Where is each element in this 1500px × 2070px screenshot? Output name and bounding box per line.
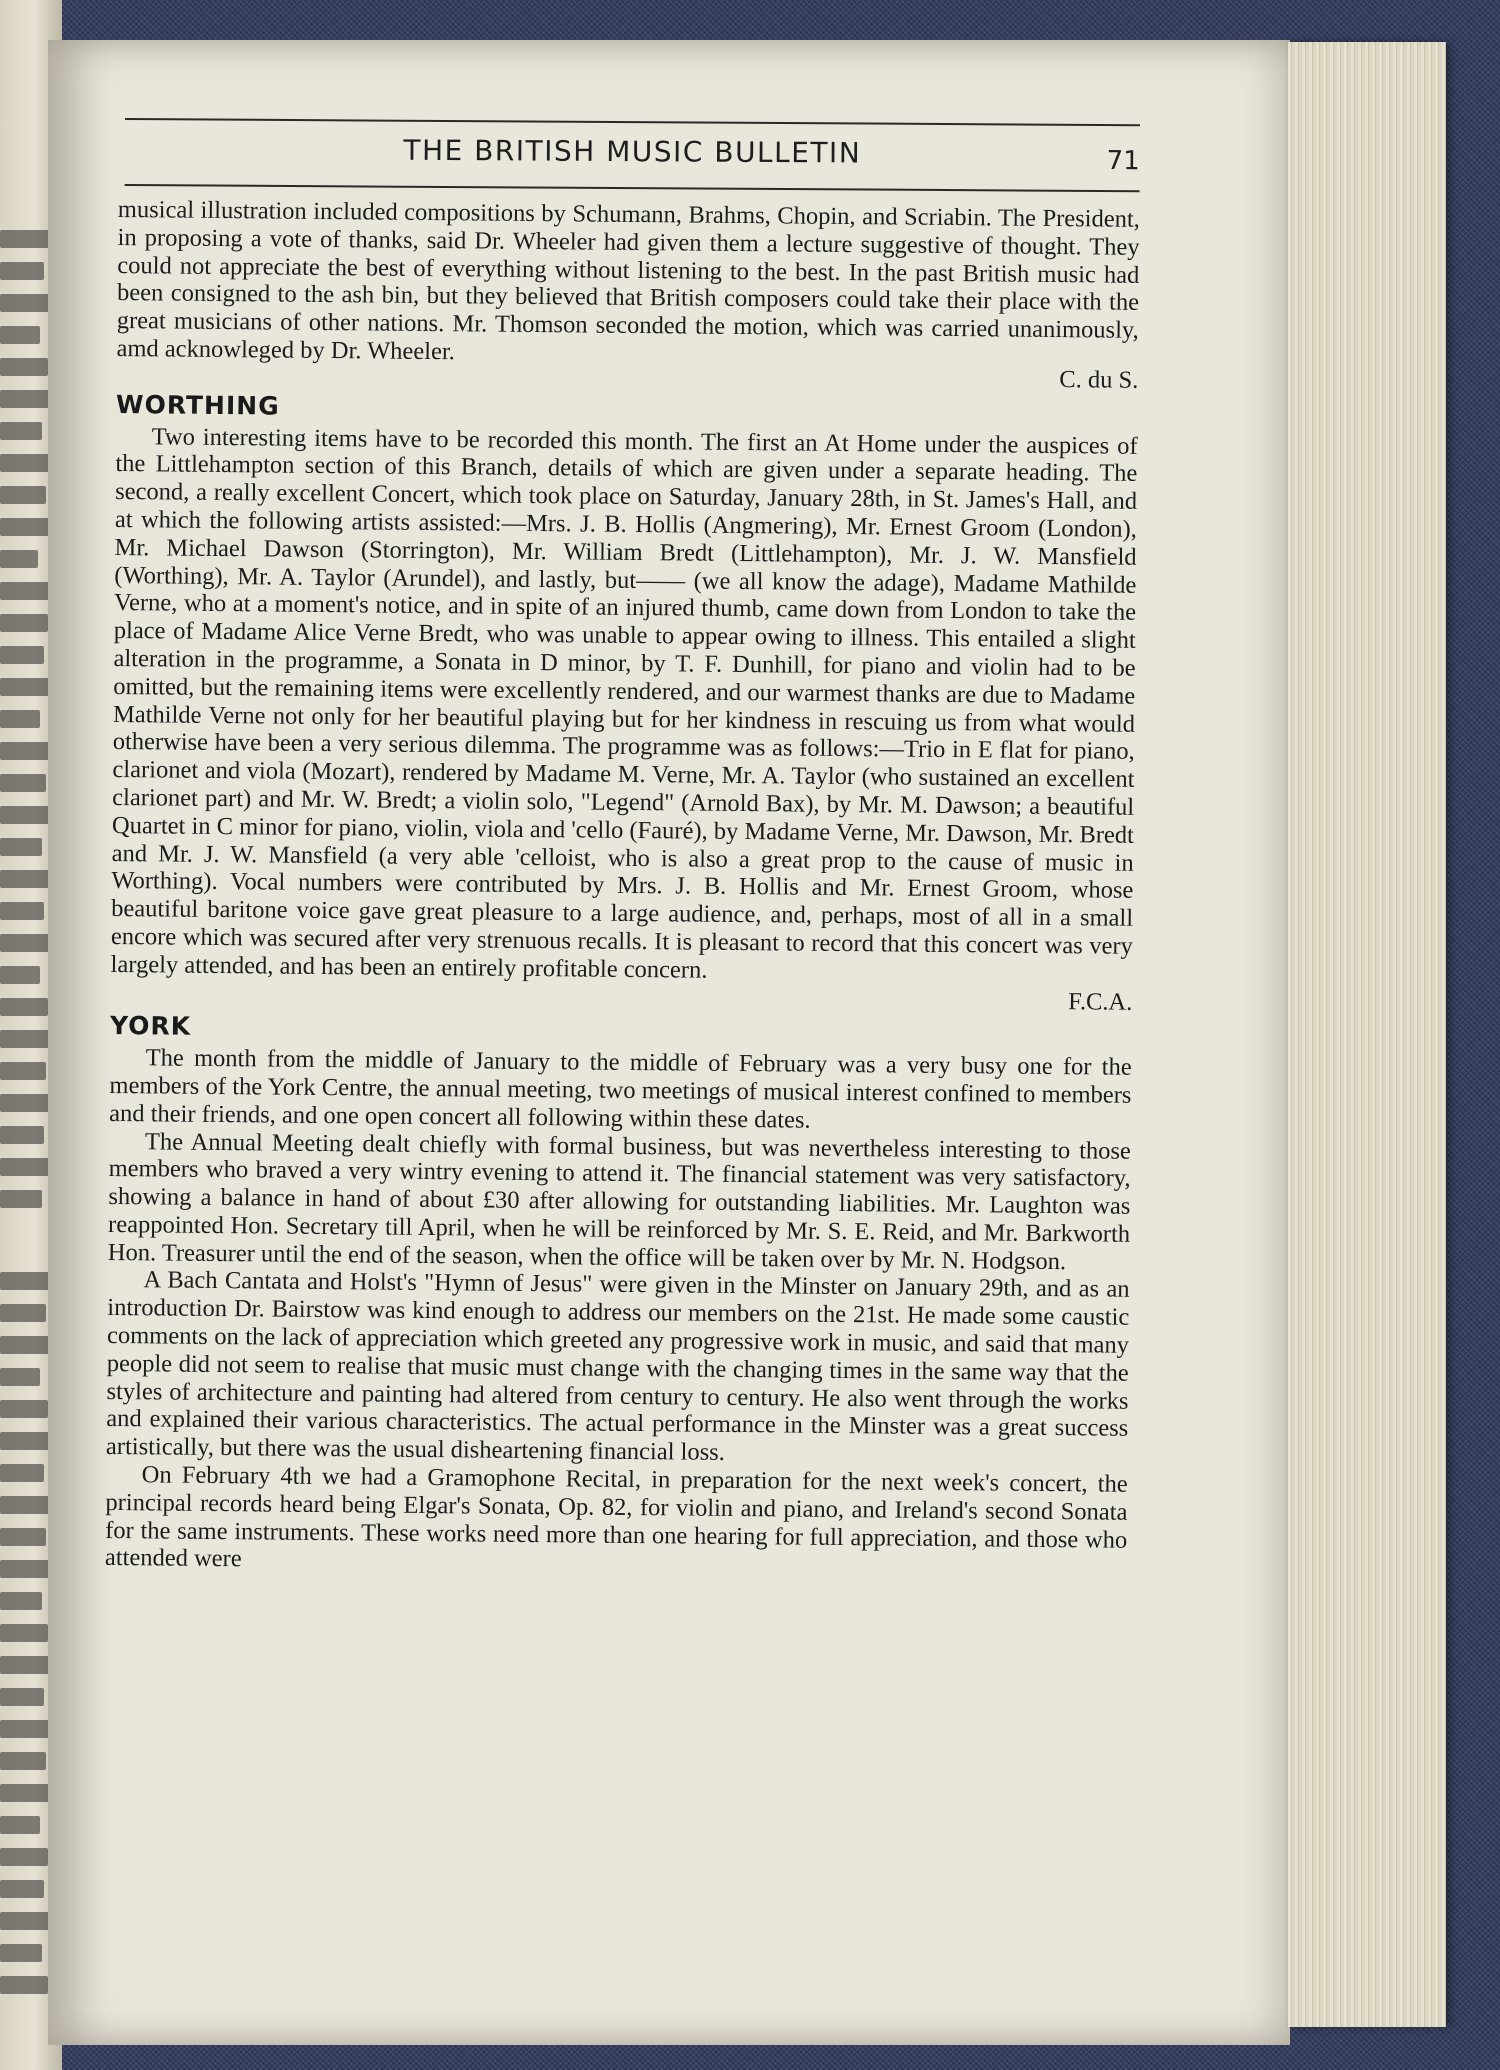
running-title: THE BRITISH MUSIC BULLETIN [403, 133, 862, 170]
york-paragraph: The month from the middle of January to the middle of February was a very busy one for the members of the York Centre, the annual meeting, two meetings of musical interest confined to members and their friends, and one open concert all following within these dates. [109, 1044, 1132, 1134]
page-edges-stack [1288, 42, 1446, 2027]
section-heading-york: YORK [109, 1011, 192, 1042]
york-paragraph: A Bach Cantata and Holst's "Hymn of Jesus" were given in the Minster on January 29th, and as an introduction Dr. Bairstow was kind enough to address our members on the 21st. He made some caustic comments on the lack of appreciation which greeted any progressive work in music, and said that many people did not seem to realise that music must change with the changing times in the same way that the styles of architecture and painting had altered from century to century. He also went through the works and explained their various characteristics. The actual performance in the Minster was a great success artistically, but there was the usual disheartening financial loss. [105, 1266, 1130, 1467]
page-number: 71 [1106, 145, 1140, 177]
york-paragraph: The Annual Meeting dealt chiefly with formal business, but was nevertheless interesting to those members who braved a very wintry evening to attend it. The financial statement was very satisfactory, showing a balance in hand of about £30 after allowing for outstanding liabilities. Mr. Laughton was reappointed Hon. Secretary till April, when he will be reinforced by Mr. S. E. Reid, and Mr. Barkworth Hon. Treasurer until the end of the season, when the office will be taken over by Mr. N. Hodgson. [107, 1127, 1132, 1275]
intro-paragraph: musical illustration included compositions by Schumann, Brahms, Chopin, and Scriabin. The President, in proposing a vote of thanks, said Dr. Wheeler had given them a lecture suggestive of thought. They could not appreciate the best of everything without listening to the best. In the past British music had been consigned to the ash bin, but they believed that British composers could take their place with the great musicians of other nations. Mr. Thomson seconded the motion, which was carried unanimously, amd acknowleged by Dr. Wheeler. [116, 196, 1140, 366]
page-header [125, 118, 1140, 192]
section-heading-worthing: WORTHING [115, 389, 280, 421]
worthing-signature: F.C.A. [1068, 987, 1133, 1016]
intro-signature: C. du S. [1059, 365, 1139, 394]
worthing-heading-row [116, 363, 1138, 429]
york-paragraph: On February 4th we had a Gramophone Recital, in preparation for the next week's concert, the principal records heard being Elgar's Sonata, Op. 82, for violin and piano, and Ireland's second Sonata for the same instruments. These works need more than one hearing for full appreciation, and those who attended were [104, 1461, 1128, 1573]
worthing-paragraph: Two interesting items have to be recorded this month. The first an At Home under the auspices of the Littlehampton section of this Branch, details of which are given under a separate heading. The second, a really excellent Concert, which took place on Saturday, January 28th, in St. James's Hall, and at which the following artists assisted:—Mrs. J. B. Hollis (Angmering), Mr. Ernest Groom (London), Mr. Michael Dawson (Storrington), Mr. William Bredt (Littlehampton), Mr. J. W. Mansfield (Worthing), Mr. A. Taylor (Arundel), and lastly, but—— (we all know the adage), Madame Mathilde Verne, who at a moment's notice, and in spite of an injured thumb, came down from London to take the place of Madame Alice Verne Bredt, who was unable to appear owing to illness. This entailed a slight alteration in the programme, a Sonata in D minor, by T. F. Dunhill, for piano and violin had to be omitted, but the remaining items were excellently rendered, and our warmest thanks are due to Madame Mathilde Verne not only for her beautiful playing but for her kindness in rescuing us from what would otherwise have been a very serious dilemma. The programme was as follows:—Trio in E flat for piano, clarionet and viola (Mozart), rendered by Madame M. Verne, Mr. A. Taylor (who sustained an excellent clarionet part) and Mr. W. Bredt; a violin solo, "Legend" (Arnold Bax), by Mr. M. Dawson; a beautiful Quartet in C minor for piano, violin, viola and 'cello (Fauré), by Madame Verne, Mr. Dawson, Mr. Bredt and Mr. J. W. Mansfield (a very able 'celloist, who is also a great prop to the cause of music in Worthing). Vocal numbers were contributed by Mrs. J. B. Hollis and Mr. Ernest Groom, whose beautiful baritone voice gave great pleasure to a large audience, and, perhaps, most of all in a small encore which was secured after very strenuous recalls. It is pleasant to record that this concert was very largely attended, and has been an entirely profitable concern. [110, 422, 1138, 984]
article-body [105, 196, 1140, 1582]
